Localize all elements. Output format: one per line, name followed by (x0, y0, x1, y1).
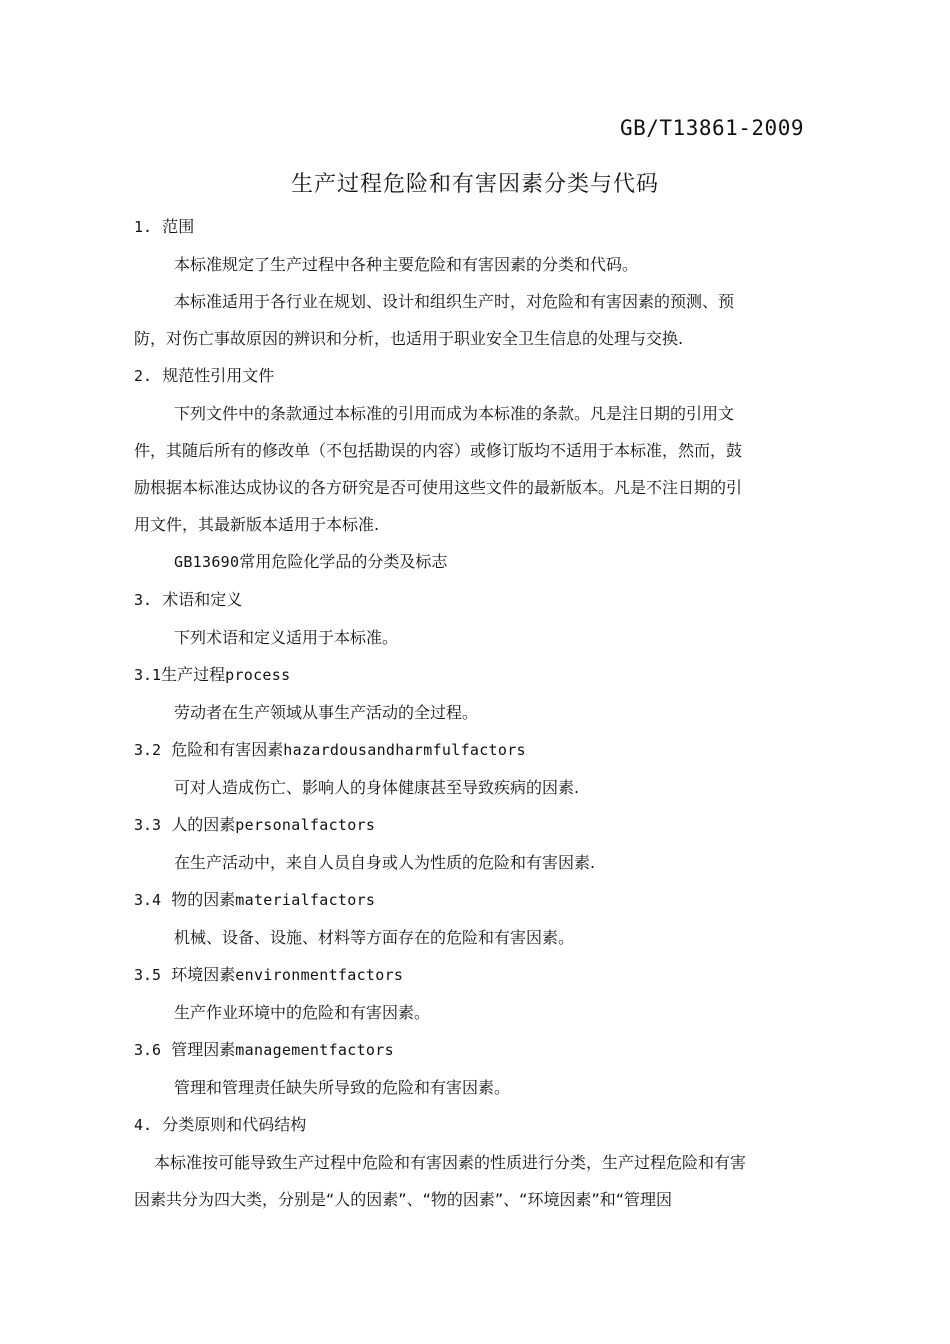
paragraph-line: 励根据本标准达成协议的各方研究是否可使用这些文件的最新版本。凡是不注日期的引 (134, 478, 743, 497)
term-definition: 管理和管理责任缺失所导致的危险和有害因素。 (174, 1078, 511, 1097)
term-chinese: 环境因素 (171, 965, 236, 984)
term-chinese: 管理因素 (171, 1040, 236, 1059)
document-title: 生产过程危险和有害因素分类与代码 (290, 172, 659, 197)
term-heading (134, 956, 806, 994)
reference-code: GB13690 (174, 553, 240, 571)
reference-title: 常用危险化学品的分类及标志 (239, 552, 448, 571)
section-heading-scope (134, 208, 806, 246)
paragraph-line: 用文件，其最新版本适用于本标准. (134, 515, 380, 534)
term-number: 3.6 (134, 1041, 162, 1059)
paragraph-line: 本标准适用于各行业在规划、设计和组织生产时，对危险和有害因素的预测、预 (174, 292, 735, 311)
term-definition: 劳动者在生产领域从事生产活动的全过程。 (174, 703, 479, 722)
paragraph: 本标准规定了生产过程中各种主要危险和有害因素的分类和代码。 (174, 255, 639, 274)
section-number: 4. (134, 1116, 153, 1134)
section-title: 分类原则和代码结构 (162, 1115, 307, 1134)
term-english: hazardousandharmfulfactors (283, 741, 526, 759)
paragraph-line: 件，其随后所有的修改单（不包括勘误的内容）或修订版均不适用于本标准，然而，鼓 (134, 441, 743, 460)
paragraph-line: 本标准按可能导致生产过程中危险和有害因素的性质进行分类，生产过程危险和有害 (154, 1153, 747, 1172)
section-heading-normative-references (134, 357, 806, 395)
section-number: 1. (134, 218, 153, 236)
term-definition: 生产作业环境中的危险和有害因素。 (174, 1003, 431, 1022)
term-number: 3.1 (134, 666, 162, 684)
term-chinese: 物的因素 (171, 890, 236, 909)
term-heading (134, 881, 806, 919)
section-number: 2. (134, 367, 153, 385)
paragraph-line: 防，对伤亡事故原因的辨识和分析，也适用于职业安全卫生信息的处理与交换. (134, 329, 684, 348)
term-chinese: 人的因素 (171, 815, 236, 834)
term-number: 3.4 (134, 891, 162, 909)
term-english: materialfactors (235, 891, 376, 909)
reference-item (134, 543, 806, 581)
term-number: 3.2 (134, 741, 162, 759)
section-heading-terms (134, 581, 806, 619)
paragraph-line: 因素共分为四大类，分别是“人的因素”、“物的因素”、“环境因素”和“管理因 (134, 1190, 673, 1209)
section-title: 规范性引用文件 (162, 366, 275, 385)
paragraph: 下列术语和定义适用于本标准。 (174, 628, 399, 647)
section-title: 范围 (162, 217, 195, 236)
term-definition: 机械、设备、设施、材料等方面存在的危险和有害因素。 (174, 928, 575, 947)
term-heading (134, 731, 806, 769)
standard-code: GB/T13861-2009 (619, 116, 804, 140)
term-heading (134, 656, 806, 694)
term-english: environmentfactors (235, 966, 404, 984)
document-body (134, 208, 806, 1218)
term-number: 3.5 (134, 966, 162, 984)
term-english: process (225, 666, 291, 684)
term-heading (134, 1031, 806, 1069)
term-chinese: 生产过程 (161, 665, 226, 684)
term-definition: 可对人造成伤亡、影响人的身体健康甚至导致疾病的因素. (174, 778, 580, 797)
paragraph-line: 下列文件中的条款通过本标准的引用而成为本标准的条款。凡是注日期的引用文 (174, 404, 735, 423)
term-english: personalfactors (235, 816, 376, 834)
term-number: 3.3 (134, 816, 162, 834)
section-heading-classification (134, 1106, 806, 1144)
section-number: 3. (134, 591, 153, 609)
term-english: managementfactors (235, 1041, 394, 1059)
section-title: 术语和定义 (162, 590, 243, 609)
term-chinese: 危险和有害因素 (171, 740, 284, 759)
term-heading (134, 806, 806, 844)
term-definition: 在生产活动中，来自人员自身或人为性质的危险和有害因素. (174, 853, 596, 872)
